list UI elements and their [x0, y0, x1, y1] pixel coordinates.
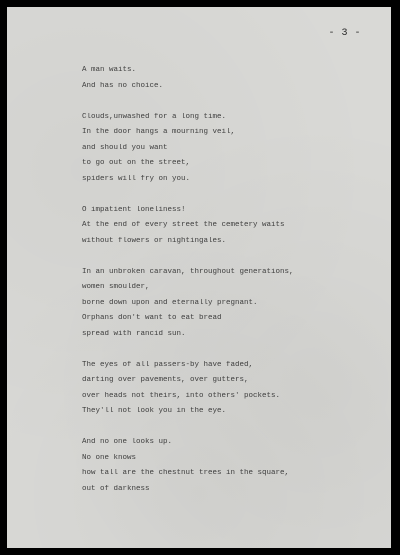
- poem-line: how tall are the chestnut trees in the square,: [82, 469, 290, 477]
- poem-line: A man waits.: [82, 66, 137, 74]
- poem-line: And has no choice.: [82, 81, 164, 90]
- poem-line: to go out on the street,: [82, 159, 191, 167]
- stanza-1: [82, 63, 372, 94]
- poem-line: O impatient loneliness!: [82, 205, 186, 214]
- stanza-2: [82, 110, 372, 188]
- stanza-4: [82, 265, 372, 343]
- poem-line: No one knows: [82, 453, 137, 462]
- poem-line: and should you want: [82, 143, 168, 152]
- poem-line: spread with rancid sun.: [82, 329, 186, 338]
- stanza-6: [82, 435, 372, 497]
- stanza-5: [82, 358, 372, 420]
- poem-line: They'll not look you in the eye.: [82, 407, 227, 415]
- poem-line: borne down upon and eternally pregnant.: [82, 298, 258, 307]
- poem-line: Clouds,unwashed for a long time.: [82, 112, 227, 121]
- poem-line: over heads not theirs, into others' pockets.: [82, 391, 281, 400]
- poem-line: At the end of every street the cemetery waits: [82, 221, 285, 229]
- poem-line: women smoulder,: [82, 283, 150, 291]
- poem-line: without flowers or nightingales.: [82, 236, 227, 245]
- poem-line: And no one looks up.: [82, 438, 173, 446]
- stanza-3: [82, 203, 372, 250]
- poem-line: In an unbroken caravan, throughout generations,: [82, 267, 294, 276]
- page-number: - 3 -: [328, 28, 361, 39]
- poem-line: out of darkness: [82, 484, 150, 493]
- poem-line: In the door hangs a mourning veil,: [82, 128, 236, 136]
- poem-line: spiders will fry on you.: [82, 174, 191, 183]
- poem-line: Orphans don't want to eat bread: [82, 314, 222, 322]
- poem-line: The eyes of all passers-by have faded,: [82, 360, 254, 369]
- poem-body: [82, 63, 372, 513]
- typewritten-page: [7, 7, 391, 548]
- poem-line: darting over pavements, over gutters,: [82, 376, 249, 384]
